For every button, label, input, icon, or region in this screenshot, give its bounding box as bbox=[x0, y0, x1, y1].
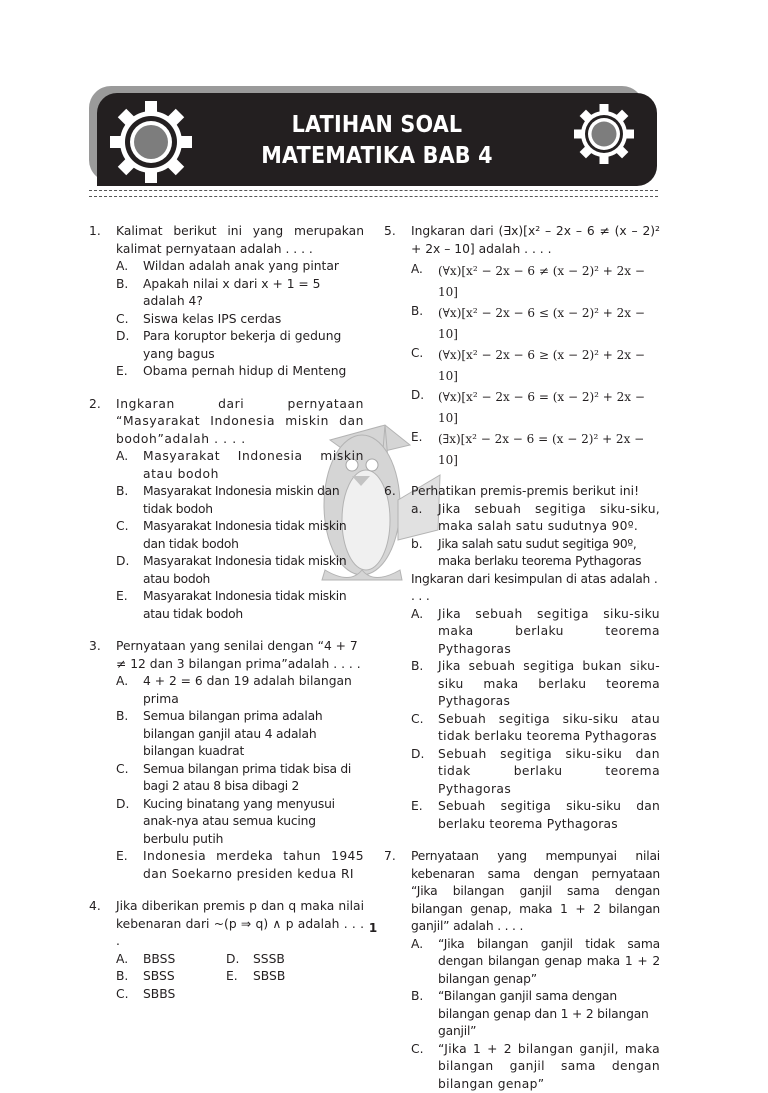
option-row: C. SBBS bbox=[116, 986, 364, 1004]
title-line-1: LATIHAN SOAL bbox=[125, 110, 629, 141]
gear-icon bbox=[110, 101, 192, 183]
question-4 bbox=[89, 898, 364, 1003]
option: B. “Bilangan ganjil sama dengan bilangan genap dan 1 + 2 bilangan ganjil” bbox=[411, 988, 660, 1041]
option: B. Apakah nilai x dari x + 1 = 5 adalah 4? bbox=[116, 276, 364, 311]
option: A. 4 + 2 = 6 dan 19 adalah bilangan prima bbox=[116, 673, 364, 708]
option: C. Siswa kelas IPS cerdas bbox=[116, 311, 364, 329]
option: C. Masyarakat Indonesia tidak miskin dan tidak bodoh bbox=[116, 518, 364, 553]
option-row: A. BBSS D. SSSB bbox=[116, 951, 364, 969]
option: A. “Jika bilangan ganjil tidak sama dengan bilangan genap maka 1 + 2 bilangan genap” bbox=[411, 936, 660, 989]
question-number: 6. bbox=[384, 483, 396, 501]
question-number: 5. bbox=[384, 223, 396, 241]
question-text: Jika diberikan premis p dan q maka nilai kebenaran dari ~(p ⇒ q) ∧ p adalah . . . . bbox=[116, 898, 364, 951]
page-number: 1 bbox=[0, 921, 746, 935]
page-title bbox=[125, 110, 629, 172]
option: B. Jika sebuah segitiga bukan siku-siku maka berlaku teorema Pythagoras bbox=[411, 658, 660, 711]
option: A. Wildan adalah anak yang pintar bbox=[116, 258, 364, 276]
option: B. Semua bilangan prima adalah bilangan ganjil atau 4 adalah bilangan kuadrat bbox=[116, 708, 364, 761]
divider bbox=[89, 196, 658, 197]
question-1 bbox=[89, 223, 364, 381]
question-text: Kalimat berikut ini yang merupakan kalimat pernyataan adalah . . . . bbox=[116, 223, 364, 258]
option: C. (∀x)[x² − 2x − 6 ≥ (x − 2)² + 2x − 10] bbox=[411, 345, 660, 387]
option: D. (∀x)[x² − 2x − 6 = (x − 2)² + 2x − 10] bbox=[411, 387, 660, 429]
option: A. (∀x)[x² − 2x − 6 ≠ (x − 2)² + 2x − 10] bbox=[411, 261, 660, 303]
question-text: Perhatikan premis-premis berikut ini! bbox=[411, 483, 660, 501]
gear-icon bbox=[574, 104, 634, 164]
question-number: 3. bbox=[89, 638, 101, 656]
option: E. Sebuah segitiga siku-siku dan berlaku teorema Pythagoras bbox=[411, 798, 660, 833]
question-3 bbox=[89, 638, 364, 883]
right-column bbox=[384, 223, 660, 1093]
premise: b. Jika salah satu sudut segitiga 90º, maka berlaku teorema Pythagoras bbox=[411, 536, 660, 571]
option: A. Masyarakat Indonesia miskin atau bodoh bbox=[116, 448, 364, 483]
option: D. Sebuah segitiga siku-siku dan tidak berlaku teorema Pythagoras bbox=[411, 746, 660, 799]
option: E. Masyarakat Indonesia tidak miskin atau tidak bodoh bbox=[116, 588, 364, 623]
question-number: 7. bbox=[384, 848, 396, 866]
question-number: 2. bbox=[89, 396, 101, 414]
left-column bbox=[89, 223, 364, 1003]
option: E. (∃x)[x² − 2x − 6 = (x − 2)² + 2x − 10] bbox=[411, 429, 660, 471]
question-text: Ingkaran dari pernyataan “Masyarakat Indonesia miskin dan bodoh”adalah . . . . bbox=[116, 396, 364, 449]
option-row: B. SBSS E. SBSB bbox=[116, 968, 364, 986]
question-text: Pernyataan yang senilai dengan “4 + 7 ≠ 12 dan 3 bilangan prima”adalah . . . . bbox=[116, 638, 364, 673]
question-6 bbox=[384, 483, 660, 833]
option: A. Jika sebuah segitiga siku-siku maka berlaku teorema Pythagoras bbox=[411, 606, 660, 659]
option: E. Indonesia merdeka tahun 1945 dan Soekarno presiden kedua RI bbox=[116, 848, 364, 883]
option: E. Obama pernah hidup di Menteng bbox=[116, 363, 364, 381]
option: C. Semua bilangan prima tidak bisa di bagi 2 atau 8 bisa dibagi 2 bbox=[116, 761, 364, 796]
option: C. Sebuah segitiga siku-siku atau tidak berlaku teorema Pythagoras bbox=[411, 711, 660, 746]
option: D. Kucing binatang yang menyusui anak-nya atau semua kucing berbulu putih bbox=[116, 796, 364, 849]
premise: a. Jika sebuah segitiga siku-siku, maka salah satu sudutnya 90º. bbox=[411, 501, 660, 536]
question-number: 4. bbox=[89, 898, 101, 916]
question-number: 1. bbox=[89, 223, 101, 241]
question-stem: Ingkaran dari kesimpulan di atas adalah . . . . bbox=[411, 571, 660, 606]
option: D. Masyarakat Indonesia tidak miskin atau bodoh bbox=[116, 553, 364, 588]
question-text: Pernyataan yang mempunyai nilai kebenaran sama dengan pernyataan “Jika bilangan ganjil sama dengan bilangan genap, maka 1 + 2 bilangan ganjil” adalah . . . . bbox=[411, 848, 660, 936]
option: B. (∀x)[x² − 2x − 6 ≤ (x − 2)² + 2x − 10] bbox=[411, 303, 660, 345]
option: C. “Jika 1 + 2 bilangan ganjil, maka bilangan ganjil sama dengan bilangan genap” bbox=[411, 1041, 660, 1093]
question-text: Ingkaran dari (∃x)[x² – 2x – 6 ≠ (x – 2)² + 2x – 10] adalah . . . . bbox=[411, 223, 660, 258]
divider bbox=[89, 190, 658, 191]
question-7 bbox=[384, 848, 660, 1093]
option: D. Para koruptor bekerja di gedung yang bagus bbox=[116, 328, 364, 363]
option: B. Masyarakat Indonesia miskin dan tidak bodoh bbox=[116, 483, 364, 518]
title-line-2: MATEMATIKA BAB 4 bbox=[125, 141, 629, 172]
question-2 bbox=[89, 396, 364, 624]
question-5 bbox=[384, 223, 660, 471]
